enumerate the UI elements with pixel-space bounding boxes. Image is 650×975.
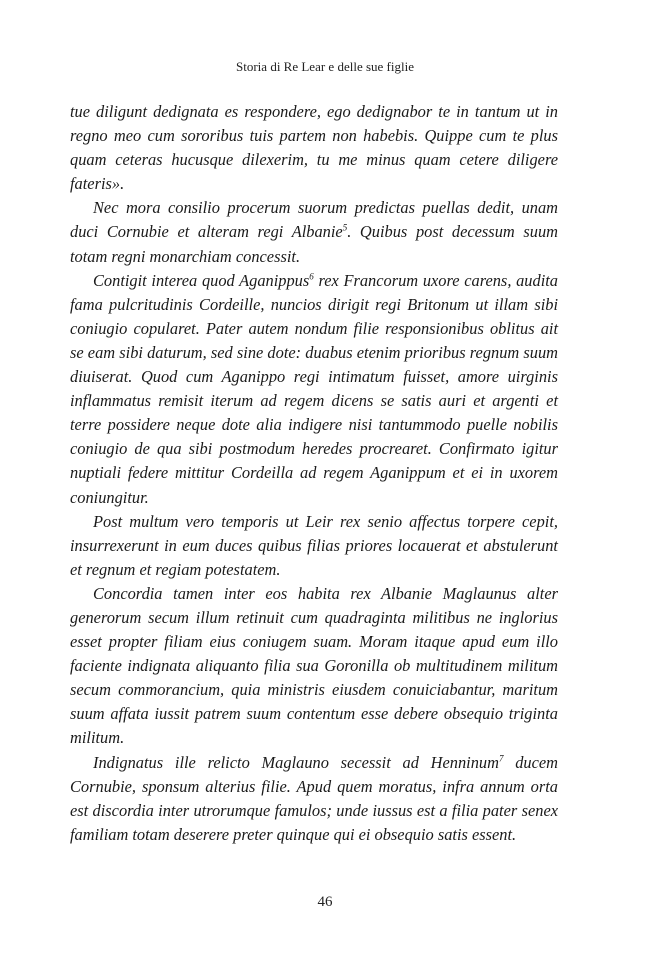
footnote-marker[interactable]: 5 (342, 223, 348, 233)
text-run: Indignatus ille relicto Maglauno secessit ad Henninum (93, 752, 499, 772)
text-run: Concordia tamen inter eos habita rex Albanie Maglaunus alter generorum secum illum retinuit cum quadraginta militibus ne inglorius esset propter filiam eius coniugem suam. Moram itaque apud eum illo faciente indignata aliquanto filia sua Goronilla ob multitudinem militum secum commorancium, quia ministris eiusdem conuiciabantur, maritum suum affata iussit patrem suum contentum esse debere obsequio triginta militum. (70, 583, 558, 748)
page-number: 46 (317, 894, 333, 910)
footnote-marker[interactable]: 6 (309, 271, 314, 282)
paragraph (70, 100, 558, 196)
paragraph (70, 196, 558, 268)
text-run: Contigit interea quod Aganippus (93, 270, 310, 290)
paragraph (70, 582, 558, 751)
paragraph (70, 510, 558, 582)
text-run: . Quibus post decessum suum totam regni monarchiam concessit. (70, 222, 558, 266)
paragraph (70, 269, 558, 510)
text-run: Nec mora consilio procerum suorum predictas puellas dedit, unam duci Cornubie et alteram regi Albanie (70, 198, 558, 242)
footnote-marker[interactable]: 7 (498, 753, 504, 764)
body-text (70, 100, 558, 847)
text-run: Post multum vero temporis ut Leir rex senio affectus torpere cepit, insurrexerunt in eum duces quibus filias priores locauerat et abstulerunt et regnum et regiam potestatem. (70, 511, 558, 579)
text-run: rex Francorum uxore carens, audita fama pulcritudinis Cordeille, nuncios dirigit regi Britonum ut illam sibi coniugio copularet. Pater autem nondum filie responsionibus oblitus ait se eam sibi daturum, sed sine dote: duabus etenim prioribus regnum suum diuiserat. Quod cum Aganippo regi intimatum fuisset, amore uirginis inflammatus remisit iterum ad regem dicens se satis auri et argenti et terre possidere neque dote alia indigere nisi tantummodo puelle nobilis coniugio de qua sibi postmodum heredes procrearet. Confirmato igitur nuptiali federe mittitur Cordeilla ad regem Aganippum et ei in uxorem coniungitur. (70, 270, 558, 507)
text-run: ducem Cornubie, sponsum alterius filie. Apud quem moratus, infra annum orta est discordia inter utrorumque famulos; unde iussus est a filia pater senex familiam totam deserere preter quinque qui ei obsequio satis essent. (70, 752, 559, 844)
text-run: tue diligunt dedignata es respondere, ego dedignabor te in tantum ut in regno meo cum sororibus tuis partem non habebis. Quippe cum te plus quam ceteras hucusque dilexerim, tu me minus quam cetere diligere fateris». (70, 102, 558, 194)
running-head: Storia di Re Lear e delle sue figlie (236, 59, 414, 74)
paragraph (70, 751, 558, 847)
